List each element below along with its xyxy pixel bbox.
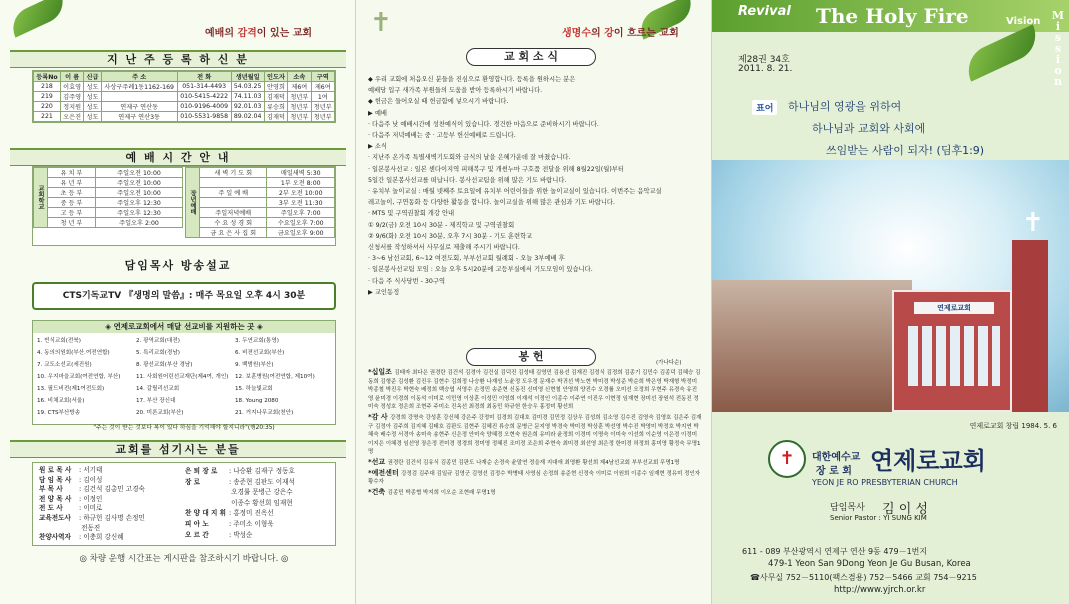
column-header: 이 름: [60, 72, 83, 82]
news-item: · 다음주 저녁예배는 중 · 고등부 헌신예배로 드립니다.: [368, 132, 516, 140]
staff-role: 부 목 사: [39, 485, 63, 494]
mission-item: 18. Young 2080: [235, 398, 279, 404]
worship-title: 예 배 시 간 안 내: [10, 148, 346, 166]
table-cell: 54.03.25: [231, 82, 264, 92]
service-time: 매일새벽 5:30: [267, 168, 335, 178]
news-item: 예배당 입구 새가족 부원들의 도움을 받아 등록하시기 바랍니다.: [368, 87, 543, 95]
church-name-english: YEON JE RO PRESBYTERIAN CHURCH: [812, 478, 958, 487]
mission-verse: "주는 것이 받는 것보다 복이 있다 하심을 기억해야 할지니라"(행20:35): [93, 425, 275, 431]
table-cell: 청년부: [288, 92, 311, 102]
staff-row: [39, 466, 179, 476]
tower-cross-icon: ✝: [1022, 208, 1044, 238]
staff-names: : 이정인: [79, 494, 103, 503]
column-header: 주 소: [101, 72, 177, 82]
news-item: · 다음주 낮 예배시간에 성찬예식이 있습니다. 경건한 마음으로 준비하시기 바랍니다.: [368, 120, 599, 128]
mission-item: 3. 두연교회(통영): [235, 338, 279, 344]
website-link[interactable]: http://www.yjrch.or.kr: [834, 585, 926, 595]
offering-category: *선교: [368, 457, 388, 466]
offering-category: *감 사: [368, 412, 391, 421]
staff-row: [39, 485, 179, 495]
offering-section: [368, 488, 702, 498]
table-row: [186, 228, 335, 238]
mission-item: 5. 특리교회(경남): [136, 350, 180, 356]
adult-label: 장년예배: [186, 168, 200, 238]
staff-names: : 서기태: [79, 466, 103, 474]
service-name: [200, 178, 267, 188]
staff-role: 장 로: [185, 477, 201, 486]
staff-row: [39, 514, 179, 524]
offering-order-note: (가나다순): [656, 360, 682, 366]
staff-row: [39, 495, 179, 505]
news-item: · 다음 주 식사당번 - 30구역: [368, 277, 446, 285]
motto-badge: 표어: [752, 100, 777, 115]
cover-banner: [712, 0, 1069, 32]
table-cell: 김재덕: [264, 92, 287, 102]
table-cell: 오은진: [60, 112, 83, 122]
staff-row: [39, 533, 179, 543]
offering-names: 권경란 김건석 김유식 김종민 김판도 나재순 손정숙 윤말연 정을재 지대애 최영환 황선희 제4남선교회 부부선교회 무명1명: [387, 459, 680, 466]
mission-item: 4. 동의의원회(부산.여전연합): [37, 350, 110, 356]
table-cell: 010-5531-9858: [177, 112, 231, 122]
mission-item: 19. CTS부산방송: [37, 410, 81, 416]
staff-row: [185, 477, 333, 488]
staff-row: [39, 504, 179, 514]
mission-item: 14. 갈릴리선교회: [136, 386, 180, 392]
newcomers-table-box: [32, 70, 336, 123]
tagline-part: 예배의: [205, 28, 238, 39]
news-item: · 일본봉사선교 : 일본 센다이지역 피해복구 및 개썬누마 구호품 전달을 위해 8월22일(월)부터: [368, 165, 624, 173]
school-table: [33, 167, 183, 228]
banner-revival: Revival: [738, 4, 791, 19]
table-row: [34, 198, 183, 208]
service-name: 새 벽 기 도 회: [200, 168, 267, 178]
pastor-name: 김 이 성: [882, 502, 928, 517]
staff-names: 이종수 황선희 임재현: [229, 498, 293, 507]
leaf-decoration: [960, 24, 1043, 81]
mission-letter: s: [1054, 42, 1062, 55]
table-row: [34, 178, 183, 188]
church-tower: [1012, 240, 1048, 412]
mission-item: 11. 사회원어린선교재단(제4여, 개인): [136, 374, 229, 380]
offering-category: *십일조: [368, 368, 395, 376]
mission-letter: n: [1054, 75, 1062, 88]
table-cell: [101, 92, 177, 102]
staff-row: [39, 476, 179, 486]
worship-time: 주일오전 10:00: [95, 168, 182, 178]
staff-right-list: [185, 466, 333, 540]
worship-table-box: [32, 166, 336, 246]
tagline-part: 의: [590, 28, 605, 39]
department-name: 청 년 부: [48, 218, 96, 228]
service-name: 주 일 예 배: [200, 188, 267, 198]
motto-line-3: 쓰임받는 사람이 되자! (딤후1:9): [826, 144, 985, 157]
table-cell: 219: [34, 92, 61, 102]
mission-item: 9. 백범원(부산): [235, 362, 274, 368]
denomination-line-2: 장 로 회: [816, 466, 852, 477]
service-time: 수요일오후 7:00: [267, 218, 335, 228]
column-header: 구역: [311, 72, 334, 82]
staff-names: : 나승환 김재구 정동호: [229, 467, 295, 475]
address-korean: 611 - 089 부산광역시 연제구 연산 9동 479－1번지: [742, 547, 928, 556]
staff-row: [39, 524, 179, 534]
column-header: 전 화: [177, 72, 231, 82]
table-cell: 연제구 연산동: [101, 102, 177, 112]
staff-names: : 하규헌 김사명 손정민: [79, 513, 145, 522]
column-header: 등록No: [34, 72, 61, 82]
church-logo-icon: ✝: [768, 440, 806, 478]
staff-names: 오경률 문병근 강은수: [229, 488, 293, 497]
table-cell: 051-314-4493: [177, 82, 231, 92]
department-name: 고 등 부: [48, 208, 96, 218]
staff-row: [185, 466, 333, 477]
news-item: ◆ 헌금은 들어오실 때 헌금함에 넣으시기 바랍니다.: [368, 98, 509, 106]
bus-schedule-note: ◎ 차량 운행 시간표는 게시판을 참조하시기 바랍니다. ◎: [79, 554, 289, 564]
table-cell: 사상구주례1동1162-169: [101, 82, 177, 92]
mission-item: 17. 부산 장신대: [136, 398, 176, 404]
banner-vision: Vision: [1006, 16, 1041, 27]
worship-time: 주일오후 12:30: [95, 208, 182, 218]
mission-item: 16. 비채교회(서울): [37, 398, 85, 404]
table-row: [34, 168, 183, 178]
offering-names: 김태자 최다은 권경란 김건석 김경아 김건실 김덕진 김성태 김영민 김용선 김재진 김정식 김정희 김종기 김민수 김종덕 김혜승 김동희 김형준 김성환 김진우 김현수 김희정 나승환 나재성 노윤정 도우정 문재수 박귀선 박노현 박미경 박성준 박순희 박은영 박재형 박정미 박종철 박진우 박현숙 배정희 백승엽 서영수 손정민 송준현 신동진 신미영 신현철 안영희 양진수 오경률 오미선 오정희 우현주 유경숙 유진영 윤미경 이경희 이동석 이미로 이민영 이상훈 이성민 이영희 이재석 이정인 이종수 이주연 이진우 이현정 임재현 장미선 장원석 전동진 정미숙 정성호 정은희 조현주 주미소 진옥선 최경희 최동민 하규헌 한승우 홍정미 황선희: [368, 370, 701, 411]
table-cell: 성도: [84, 102, 101, 112]
news-title: 교 회 소 식: [466, 48, 596, 66]
service-name: 금 요 은 사 집 회: [200, 228, 267, 238]
staff-names: : 김이성: [79, 475, 103, 484]
table-cell: 성도: [84, 92, 101, 102]
staff-names: : 이충희 강신혜: [79, 533, 124, 542]
motto-line-2: 하나님과 교회와 사회에: [812, 122, 926, 135]
mission-item: 7. 교도소선교(세진원): [37, 362, 92, 368]
mission-support-box: [32, 320, 336, 431]
newcomers-table: [33, 71, 335, 122]
church-illustration: [712, 160, 1069, 412]
mission-item: 6. 비젼선교회(부산): [235, 350, 285, 356]
table-header-row: [34, 72, 335, 82]
mission-letter: s: [1054, 31, 1062, 44]
column-header: 생년월일: [231, 72, 264, 82]
leaf-decoration: [6, 0, 70, 38]
mission-support-list: [33, 333, 335, 421]
founded-date: 연제로교회 창립 1984. 5. 6: [969, 422, 1057, 430]
mission-support-title: ◈ 연제로교회에서 매달 선교비를 지원하는 곳 ◈: [33, 321, 335, 333]
column-header: 인도자: [264, 72, 287, 82]
staff-role: 찬양사역자: [39, 533, 71, 542]
table-cell: 청년부: [311, 102, 334, 112]
table-cell: 010-5415-4222: [177, 92, 231, 102]
school-label: 교회학교: [34, 168, 48, 228]
news-item: ② 9/6(화) 오전 10시 30분, 오후 7시 30분 - 기도 훈련학교: [368, 232, 533, 240]
broadcast-info: CTS기독교TV 『생명의 말씀』: 매주 목요일 오후 4시 30분: [32, 282, 336, 310]
department-name: 초 등 부: [48, 188, 96, 198]
table-cell: 청년부: [288, 102, 311, 112]
table-cell: 성도: [84, 112, 101, 122]
cross-icon: ✝: [370, 8, 392, 38]
table-row: [186, 168, 335, 178]
staff-row: [185, 498, 333, 509]
offering-title: 봉 헌: [466, 348, 596, 366]
news-item: · 지난주 온가족 특별새벽기도회와 금식의 날을 은혜가운데 잘 마쳤습니다.: [368, 154, 571, 162]
offering-section: [368, 413, 702, 457]
mission-item: 13. 필드비전(제1여전도회): [37, 386, 105, 392]
service-time: 3부 오전 11:30: [267, 198, 335, 208]
staff-left-list: [39, 466, 179, 543]
church-sign: 연제로교회: [914, 302, 994, 314]
table-cell: 제6여: [311, 82, 334, 92]
department-name: 유 치 부: [48, 168, 96, 178]
panel-cover: [712, 0, 1069, 604]
table-row: [186, 188, 335, 198]
issue-number: 제28권 34호: [738, 55, 790, 65]
mission-item: 15. 하늘빛교회: [235, 386, 273, 392]
tagline-highlight: 생명수: [562, 28, 591, 39]
table-cell: 김주영: [60, 92, 83, 102]
staff-role: 찬 양 대 지 휘: [185, 509, 227, 518]
mission-item: 20. 미론교회(부산): [136, 410, 184, 416]
pastor-label: 담임목사: [830, 503, 865, 513]
staff-names: : 박성순: [229, 530, 253, 539]
staff-role: 전 도 사: [39, 504, 63, 513]
table-cell: 류승희: [264, 102, 287, 112]
staff-names: : 송준현 김판도 이재석: [229, 477, 295, 486]
mission-letter: o: [1054, 64, 1062, 77]
phone-numbers: ☎사무실 752－5110(팩스겸용) 752－5466 교회 754－9215: [750, 573, 977, 582]
news-item: ▶ 소식: [368, 143, 388, 151]
table-cell: 김재덕: [264, 112, 287, 122]
offering-section: [368, 469, 702, 487]
table-cell: 정지원: [60, 102, 83, 112]
table-row: [34, 112, 335, 122]
offering-list: [368, 368, 702, 498]
panel-left: [0, 0, 356, 604]
service-name: 수 요 성 경 회: [200, 218, 267, 228]
issue-date: 2011. 8. 21.: [738, 64, 793, 74]
table-cell: 이효영: [60, 82, 83, 92]
news-item: · MTS 및 구역권찰회 개강 안내: [368, 210, 455, 218]
table-row: [34, 188, 183, 198]
panel-middle: [356, 0, 712, 604]
mission-item: 2. 광역교회(대전): [136, 338, 180, 344]
staff-row: [185, 530, 333, 541]
offering-section: [368, 368, 702, 412]
table-row: [186, 208, 335, 218]
service-time: 2부 오전 10:00: [267, 188, 335, 198]
table-row: [34, 92, 335, 102]
staff-role: 원 로 목 사: [39, 466, 72, 474]
banner-holy-fire: The Holy Fire: [816, 4, 969, 28]
worship-time: 주일오전 10:00: [95, 188, 182, 198]
staff-names: : 이미로: [79, 504, 103, 513]
staff-role: 교육전도사: [39, 513, 71, 522]
worship-time: 주일오후 2:00: [95, 218, 182, 228]
news-item: · 3~6 남선교회, 6~12 여전도회, 부부선교회 월례회 - 오늘 3부예배 후: [368, 255, 565, 263]
church-building: [892, 290, 1012, 412]
mission-item: 12. 보훈병원(여전연합, 제10여): [235, 374, 315, 380]
table-row: [186, 178, 335, 188]
staff-role: 담 임 목 사: [39, 475, 72, 484]
table-row: [34, 82, 335, 92]
church-windows: [908, 326, 1000, 386]
staff-role: 전 양 목 사: [39, 494, 72, 503]
column-header: 신급: [84, 72, 101, 82]
staff-role: 오 르 간: [185, 530, 209, 539]
service-time: 1부 오전 8:00: [267, 178, 335, 188]
mission-item: 1. 빈식교회(전북): [37, 338, 81, 344]
offering-category: *예전센터: [368, 468, 402, 477]
staff-row: [185, 487, 333, 498]
news-item: 5일간 일본봉사선교를 떠납니다. 봉사선교팀을 위해 많은 기도 바랍니다.: [368, 176, 567, 184]
service-name: 주일저녁예배: [200, 208, 267, 218]
table-cell: 221: [34, 112, 61, 122]
mission-item: 10. 우지마을교회(여전연합, 부산): [37, 374, 121, 380]
table-cell: 220: [34, 102, 61, 112]
broadcast-title: 담임목사 방송설교: [124, 259, 232, 272]
offering-names: 강정검 김주대 김일규 김영군 김영선 김정수 박병태 사영심 손정희 송준현 신정숙 이미로 이원희 이종수 임재현 정유미 정인자 황수자: [368, 470, 701, 486]
staff-box: [32, 462, 336, 546]
motto-line-1: 하나님의 영광을 위하여: [788, 100, 902, 113]
table-row: [34, 102, 335, 112]
news-item: · 유치부 놀이교실 : 매월 넷째주 토요일에 유치부 어린이들을 위한 놀이교실이 있습니다. 이번주는 음악교실: [368, 188, 662, 196]
mission-item: 21. 거지나무교회(천안): [235, 410, 294, 416]
service-time: 주일오후 7:00: [267, 208, 335, 218]
news-item: · 일본봉사선교팀 모임 : 오늘 오후 5시20분에 고등부실에서 기도모임이 있습니다.: [368, 266, 593, 274]
table-row: [186, 198, 335, 208]
staff-names: : 홍정미 진옥선: [229, 509, 274, 518]
department-name: 중 등 부: [48, 198, 96, 208]
table-cell: 218: [34, 82, 61, 92]
column-header: 소속: [288, 72, 311, 82]
denomination-line-1: 대한예수교: [812, 452, 861, 463]
panel1-tagline: [205, 24, 312, 39]
staff-names: : 주미소 이형욱: [229, 519, 274, 528]
pastor-name-english: Senior Pastor : YI SUNG KIM: [830, 514, 927, 522]
table-row: [34, 208, 183, 218]
table-cell: 92.01.03: [231, 102, 264, 112]
service-name: [200, 198, 267, 208]
table-cell: 안영희: [264, 82, 287, 92]
offering-names: 김종민 박종협 박지희 이오순 조현래 무명1명: [387, 489, 496, 496]
offering-section: [368, 458, 702, 468]
table-cell: 청년부: [288, 112, 311, 122]
mission-letter: M: [1051, 9, 1065, 22]
table-cell: 74.11.03: [231, 92, 264, 102]
news-item: ▶ 예배: [368, 109, 388, 117]
offering-names: 강경희 강명숙 강성훈 강신혜 강은주 강정미 김경희 김대호 김미경 김민정 김상우 김성희 김소영 김수진 김영숙 김영호 김은주 김재구 김정아 김주희 김지혜 김태호 김판도 김현주 김혜진 류승희 문병근 문지영 박경숙 박미정 박상훈 박선영 박수진 박영미 박정호 박지연 박혜숙 배수정 서경아 송미숙 송현주 신은정 안미숙 양혜정 오현숙 원은희 유미라 윤정희 이경미 이명숙 이미숙 이선희 이순영 이은경 이정미 이지은 이혜경 임선영 장은정 전미경 정경희 정미영 정혜진 조미정 조은희 주현숙 최미경 최선영 최은정 한미경 허정희 홍미영 황정숙 무명1명: [368, 414, 702, 456]
table-cell: 연제구 연산3동: [101, 112, 177, 122]
service-time: 금요일오후 9:00: [267, 228, 335, 238]
mission-item: 8. 광선교회(부산 경남): [136, 362, 193, 368]
news-list: [368, 74, 704, 298]
adult-worship-table: [185, 167, 335, 238]
news-item: ◆ 우리 교회에 처음오신 분들을 진심으로 환영합니다. 등록을 원하시는 분은: [368, 76, 576, 83]
panel2-tagline: [562, 24, 679, 39]
congregation-image: [712, 280, 912, 412]
staff-names: 전동진: [79, 523, 101, 532]
mission-letter: i: [1055, 53, 1061, 66]
staff-names: : 김건석 김총민 고경숙: [79, 485, 145, 494]
table-row: [186, 218, 335, 228]
banner-mission-vertical: [1051, 10, 1065, 87]
address-english: 479-1 Yeon San 9Dong Yeon Je Gu Busan, Korea: [768, 559, 971, 569]
table-cell: 성도: [84, 82, 101, 92]
table-cell: 청년부: [311, 112, 334, 122]
mission-letter: i: [1055, 20, 1061, 33]
staff-role: 피 아 노: [185, 519, 209, 528]
staff-title: 교회를 섬기시는 분들: [10, 440, 346, 458]
news-item: 레고놀이, 구연동화 등 다양한 활동을 합니다. 놀이교실을 위해 많은 관심과 기도 바랍니다.: [368, 199, 616, 207]
table-cell: 제6여: [288, 82, 311, 92]
newcomers-title: 지 난 주 등 록 하 신 분: [10, 50, 346, 68]
table-cell: 89.02.04: [231, 112, 264, 122]
table-cell: 1여: [311, 92, 334, 102]
staff-role: 은 퇴 장 로: [185, 467, 218, 475]
news-item: ① 9/2(금) 오전 10시 30분 - 제직학교 및 구역권찰회: [368, 221, 515, 229]
news-item: 신청서를 작성하셔서 사무실로 제출해 주시기 바랍니다.: [368, 244, 520, 252]
department-name: 유 년 부: [48, 178, 96, 188]
worship-time: 주일오전 10:00: [95, 178, 182, 188]
news-item: ▶ 교인동정: [368, 288, 400, 296]
table-cell: 010-9196-4009: [177, 102, 231, 112]
staff-row: [185, 508, 333, 519]
worship-time: 주일오후 12:30: [95, 198, 182, 208]
tagline-part: 이 흐르는 교회: [613, 28, 679, 39]
tagline-highlight: 강: [604, 28, 614, 39]
church-name: 연제로교회: [870, 446, 986, 475]
tagline-highlight: 감격: [237, 28, 257, 39]
tagline-part: 이 있는 교회: [256, 28, 313, 39]
table-row: [34, 218, 183, 228]
staff-row: [185, 519, 333, 530]
offering-category: *건축: [368, 487, 388, 496]
